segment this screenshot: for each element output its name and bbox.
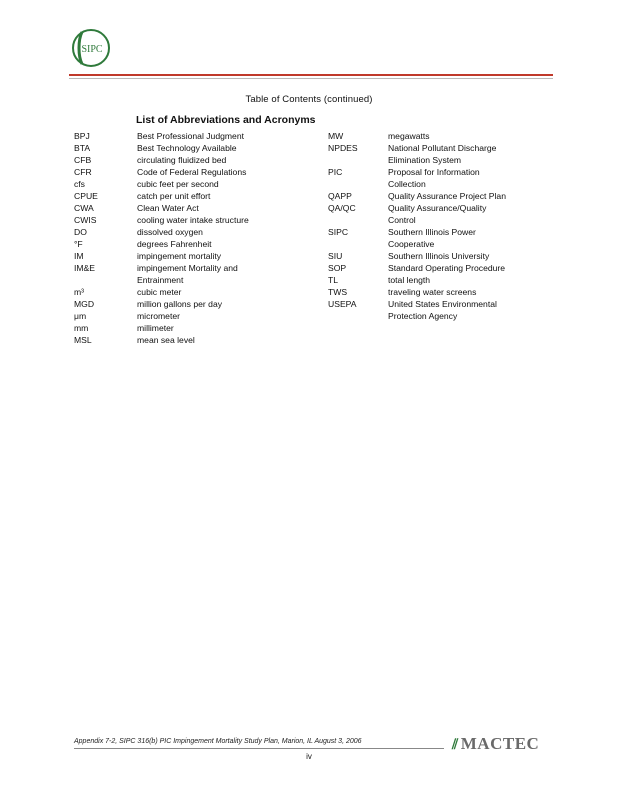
abbreviation: NPDES: [328, 143, 358, 153]
definition: Proposal for Information: [388, 167, 480, 177]
abbreviation-row: [74, 262, 287, 274]
abbreviation: [328, 238, 388, 250]
definition: Best Technology Available: [137, 143, 237, 153]
definition: impingement mortality: [137, 251, 222, 261]
abbreviation: [74, 274, 137, 286]
definition: mean sea level: [137, 335, 195, 345]
abbreviation: IM&E: [74, 263, 96, 273]
abbreviation-row: [74, 334, 287, 346]
abbreviation-row: [74, 178, 287, 190]
abbreviation: MGD: [74, 299, 95, 309]
abbreviation: °F: [74, 239, 83, 249]
abbreviation: [328, 154, 388, 166]
abbreviation: TWS: [328, 287, 348, 297]
abbreviation: cfs: [74, 179, 85, 189]
abbreviation: m³: [74, 287, 85, 297]
mactec-slash-icon: ⫽: [452, 738, 459, 753]
definition: cubic feet per second: [137, 179, 219, 189]
mactec-logo: [452, 734, 539, 754]
abbreviations-right-column: [328, 130, 538, 322]
abbreviation-row: [328, 250, 538, 262]
definition: Southern Illinois University: [388, 251, 490, 261]
definition: micrometer: [137, 311, 180, 321]
mactec-logo-text: MACTEC: [460, 734, 540, 753]
header-grey-rule: [69, 78, 553, 79]
definition: Code of Federal Regulations: [137, 167, 247, 177]
abbreviation: QA/QC: [328, 203, 356, 213]
header-red-rule: [69, 74, 553, 76]
abbreviation: MSL: [74, 335, 92, 345]
definition: United States Environmental: [388, 299, 497, 309]
abbreviation-row: [74, 154, 287, 166]
footer-citation: Appendix 7-2, SIPC 316(b) PIC Impingement Mortality Study Plan, Marion, IL August 3, 2006: [74, 738, 362, 745]
svg-text:SIPC: SIPC: [81, 44, 103, 55]
definition: cubic meter: [137, 287, 182, 297]
abbreviation: μm: [74, 311, 87, 321]
definition: Collection: [388, 179, 426, 189]
abbreviation: [328, 178, 388, 190]
abbreviation-row: [328, 130, 538, 142]
abbreviation-row: [328, 310, 538, 322]
abbreviation-row: [74, 142, 287, 154]
abbreviation-row: [328, 238, 538, 250]
abbreviation-row: [328, 190, 538, 202]
definition: Southern Illinois Power: [388, 227, 476, 237]
list-heading: List of Abbreviations and Acronyms: [136, 114, 316, 126]
definition: Protection Agency: [388, 311, 458, 321]
abbreviation-row: [74, 202, 287, 214]
abbreviation: TL: [328, 275, 339, 285]
abbreviation: CPUE: [74, 191, 98, 201]
definition: impingement Mortality and: [137, 263, 238, 273]
abbreviation-row: [74, 274, 287, 286]
definition: catch per unit effort: [137, 191, 211, 201]
page-number: iv: [306, 752, 312, 761]
abbreviation: BTA: [74, 143, 91, 153]
definition: circulating fluidized bed: [137, 155, 227, 165]
definition: Elimination System: [388, 155, 462, 165]
definition: total length: [388, 275, 431, 285]
definition: Cooperative: [388, 239, 435, 249]
abbreviation-row: [74, 214, 287, 226]
definition: traveling water screens: [388, 287, 477, 297]
abbreviation: CFB: [74, 155, 92, 165]
abbreviation: [328, 214, 388, 226]
abbreviation-row: [328, 298, 538, 310]
abbreviation-row: [328, 202, 538, 214]
abbreviation: CWIS: [74, 215, 97, 225]
definition: National Pollutant Discharge: [388, 143, 497, 153]
abbreviation-row: [74, 226, 287, 238]
abbreviation: DO: [74, 227, 87, 237]
toc-title: Table of Contents (continued): [245, 94, 373, 105]
abbreviations-left-column: [74, 130, 287, 346]
abbreviation: SIU: [328, 251, 343, 261]
abbreviation-row: [74, 298, 287, 310]
abbreviation-row: [74, 310, 287, 322]
definition: million gallons per day: [137, 299, 223, 309]
abbreviation-row: [74, 238, 287, 250]
definition: Entrainment: [137, 275, 184, 285]
definition: megawatts: [388, 131, 430, 141]
abbreviation: [328, 310, 388, 322]
abbreviation: CWA: [74, 203, 94, 213]
definition: Quality Assurance/Quality: [388, 203, 487, 213]
definition: Standard Operating Procedure: [388, 263, 506, 273]
sipc-logo: [69, 26, 113, 70]
abbreviation-row: [328, 286, 538, 298]
abbreviation-row: [74, 250, 287, 262]
abbreviation-row: [328, 154, 538, 166]
abbreviation-row: [74, 166, 287, 178]
abbreviation: SIPC: [328, 227, 349, 237]
abbreviation: SOP: [328, 263, 347, 273]
definition: Clean Water Act: [137, 203, 199, 213]
definition: dissolved oxygen: [137, 227, 203, 237]
abbreviation: CFR: [74, 167, 92, 177]
abbreviation-row: [74, 286, 287, 298]
abbreviation-row: [328, 142, 538, 154]
abbreviation: USEPA: [328, 299, 357, 309]
definition: millimeter: [137, 323, 174, 333]
footer-rule: [74, 748, 444, 749]
definition: cooling water intake structure: [137, 215, 249, 225]
abbreviation-row: [74, 322, 287, 334]
definition: Quality Assurance Project Plan: [388, 191, 506, 201]
abbreviation-row: [328, 178, 538, 190]
abbreviation: mm: [74, 323, 89, 333]
abbreviation: QAPP: [328, 191, 352, 201]
abbreviation-row: [74, 190, 287, 202]
abbreviation-row: [74, 130, 287, 142]
abbreviation-row: [328, 226, 538, 238]
abbreviation-row: [328, 214, 538, 226]
definition: degrees Fahrenheit: [137, 239, 212, 249]
abbreviation-row: [328, 274, 538, 286]
abbreviation: PIC: [328, 167, 343, 177]
abbreviation: BPJ: [74, 131, 90, 141]
abbreviation-row: [328, 262, 538, 274]
definition: Control: [388, 215, 416, 225]
abbreviation: IM: [74, 251, 84, 261]
abbreviation: MW: [328, 131, 344, 141]
definition: Best Professional Judgment: [137, 131, 245, 141]
abbreviation-row: [328, 166, 538, 178]
